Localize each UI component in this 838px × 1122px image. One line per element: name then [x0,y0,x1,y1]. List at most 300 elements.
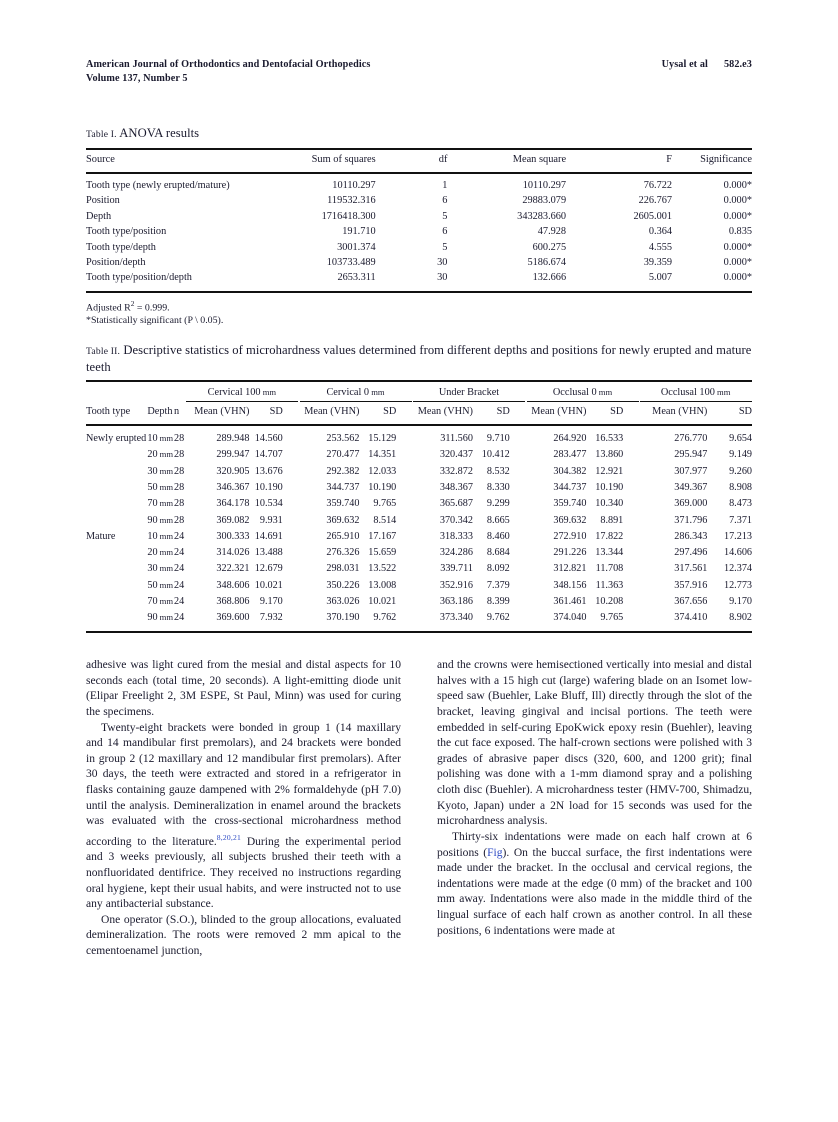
cell-df: 6 [442,226,448,238]
cell-n: 24 [174,563,185,575]
cell-mean-1: 322.321 [216,563,250,575]
cell-f: 2605.001 [633,210,673,222]
cell-mean-square: 343283.660 [517,210,567,222]
cell-mean-square: 10110.297 [522,180,567,192]
table-two-group-header-row [86,381,752,403]
cell-mean-5: 371.796 [674,514,708,526]
figure-link[interactable]: Fig [487,846,503,859]
cell-sd-2: 15.129 [368,433,397,445]
cell-sd-1: 10.534 [254,498,283,510]
cell-sd-5: 8.908 [729,482,752,494]
cell-mean-1: 289.948 [216,433,250,445]
spacer-tooth-type [86,381,147,403]
cell-sd-5: 8.902 [729,612,752,624]
cell-mean-4: 374.040 [553,612,587,624]
table-row [86,480,752,496]
cell-mean-3: 370.342 [439,514,473,526]
group-header-1 [185,381,299,403]
cell-mean-3: 320.437 [439,449,473,461]
cell-sd-3: 10.412 [481,449,510,461]
cell-df: 30 [437,256,448,268]
paragraph-left-2-text-cont: During the experimental period and 3 weeks previously, all subjects brushed their teeth with a nonfluoridated dentifrice. They received no instructions regarding oral hygiene, kept their usual habits, and were instructed not to use any antibacterial substance. [86,835,401,911]
cell-sd-3: 7.379 [486,579,510,591]
sub-header-10: Mean (VHN) [531,406,587,418]
table-one-block [86,126,752,327]
cell-n: 28 [174,465,185,477]
cell-source: Tooth type/depth [86,241,156,253]
cell-sd-2: 8.514 [373,514,397,526]
cell-mean-5: 367.656 [674,596,708,607]
cell-mean-3: 363.186 [439,596,473,607]
cell-depth: 90 mm [147,514,174,526]
cell-sd-2: 15.659 [368,547,397,559]
group-header-unit: mm [260,387,277,397]
cell-sd-3: 8.532 [486,465,510,477]
paragraph-right-2 [437,830,752,939]
cell-mean-1: 369.082 [216,514,250,526]
cell-significance: 0.000* [723,241,752,253]
table-row [86,545,752,561]
cell-f: 0.364 [648,226,673,238]
cell-sum-of-squares: 119532.316 [327,195,376,207]
cell-sd-1: 9.931 [259,514,283,526]
cell-mean-1: 348.606 [216,579,250,591]
cell-sd-1: 9.170 [259,596,283,607]
cell-sd-2: 10.021 [368,596,397,607]
cell-df: 5 [442,241,448,253]
sub-header-4: Mean (VHN) [194,406,250,418]
table-one-caption [86,126,752,143]
cell-mean-2: 298.031 [326,563,360,575]
table-one-note-significance: *Statistically significant (P \ 0.05). [86,314,224,326]
cell-mean-2: 292.382 [326,465,360,477]
th-df: df [438,154,448,165]
cell-n: 28 [174,514,185,526]
cell-tooth-type [86,496,147,512]
journal-volume: Volume 137, Number 5 [86,72,188,84]
cell-sd-4: 16.533 [595,433,624,445]
cell-mean-4: 361.461 [553,596,587,607]
cell-source: Tooth type/position [86,226,167,238]
cell-tooth-type [86,512,147,528]
cell-mean-square: 47.928 [537,226,567,238]
cell-depth-unit: mm [157,547,174,558]
table-two-title: Descriptive statistics of microhardness values determined from different depths and positions for newly erupted and mature teeth [86,343,752,374]
table-row [86,271,752,292]
sub-header-9: SD [496,406,510,418]
th-mean-square: Mean square [512,154,567,165]
cell-mean-3: 318.333 [439,530,473,542]
sub-header-13: SD [738,406,752,418]
cell-source: Tooth type/position/depth [86,272,192,284]
table-row [86,577,752,593]
paragraph-right-2-text-cont: ). On the buccal surface, the first indentations were made under the bracket. In the occlusal and cervical regions, the indentations were made at the edge (0 mm) of the bracket and 100 mm away. Indentations were also made in the middle third of the lingual surface of each half crown as another control. In all these positions, 6 indentations were made at [437,846,752,937]
cell-sd-2: 9.762 [373,612,397,624]
group-header-label: Occlusal 0 mm [527,386,639,402]
table-two [86,380,752,633]
table-row [86,594,752,610]
cell-tooth-type: Newly erupted [86,433,147,445]
cell-df: 5 [442,210,448,222]
cell-mean-3: 365.687 [439,498,473,510]
cell-sd-5: 17.213 [723,530,752,542]
cell-sd-1: 14.560 [254,433,283,445]
cell-mean-5: 286.343 [674,530,708,542]
cell-sd-3: 8.092 [486,563,510,575]
cell-depth-unit: mm [157,530,174,541]
cell-tooth-type [86,610,147,632]
cell-significance: 0.000* [723,210,752,222]
group-header-label: Cervical 0 mm [300,386,412,402]
cell-mean-4: 344.737 [553,482,587,494]
cell-mean-1: 364.178 [216,498,250,510]
table-one-notes [86,293,752,327]
sub-header-7: SD [383,406,397,418]
cell-sd-5: 12.773 [723,579,752,591]
sub-header-6: Mean (VHN) [304,406,360,418]
cell-sd-5: 12.374 [723,563,752,575]
cell-mean-5: 374.410 [674,612,708,624]
cell-mean-2: 253.562 [326,433,360,445]
cell-sd-1: 13.676 [254,465,283,477]
cell-mean-5: 317.561 [674,563,708,575]
cell-mean-2: 369.632 [326,514,360,526]
cell-sd-2: 17.167 [368,530,397,542]
cell-sd-3: 9.762 [486,612,510,624]
table-two-block [86,343,752,633]
cell-depth-unit: mm [157,433,174,444]
cell-depth: 50 mm [147,482,174,494]
cell-significance: 0.000* [723,195,752,207]
cell-sd-1: 14.707 [254,449,283,461]
cell-depth: 70 mm [147,498,174,510]
cell-mean-4: 348.156 [553,579,587,591]
cell-sd-3: 8.399 [486,596,510,607]
cell-depth-unit: mm [157,612,174,623]
sub-header-5: SD [269,406,283,418]
cell-tooth-type [86,561,147,577]
cell-f: 4.555 [648,241,673,253]
cell-mean-2: 363.026 [326,596,360,607]
cell-tooth-type [86,447,147,463]
cell-mean-3: 352.916 [439,579,473,591]
cell-n: 24 [174,612,185,624]
th-source: Source [86,154,115,165]
cell-n: 28 [174,498,185,510]
cell-sd-5: 9.149 [729,449,752,461]
cell-sd-2: 10.190 [368,482,397,494]
group-header-label: Cervical 100 mm [186,386,298,402]
th-f: F [666,154,673,165]
paragraph-left-1: adhesive was light cured from the mesial and distal aspects for 10 seconds each (total time, 20 seconds). A light-emitting diode unit (Elipar Freelight 2, 3M ESPE, St Paul, Minn) was used for curing the specimens. [86,659,401,718]
cell-mean-2: 276.326 [326,547,360,559]
cell-depth: 20 mm [147,547,174,559]
cell-sd-5: 9.260 [729,465,752,477]
cell-mean-square: 600.275 [532,241,567,253]
group-header-label: Under Bracket [413,387,525,402]
cell-sd-3: 9.710 [486,433,510,445]
cell-mean-1: 320.905 [216,465,250,477]
cell-tooth-type [86,463,147,479]
cell-mean-3: 339.711 [440,563,473,575]
table-two-caption [86,343,752,375]
cell-sd-4: 12.921 [595,465,624,477]
cell-sd-4: 11.363 [595,579,624,591]
cell-mean-4: 283.477 [553,449,587,461]
authors-line: Uysal et al [661,59,708,70]
body-text [86,658,752,960]
running-head-meta [662,58,752,72]
cell-sd-3: 9.299 [486,498,510,510]
group-header-3 [412,381,526,403]
cell-sd-1: 10.190 [254,482,283,494]
cell-sd-4: 9.765 [600,612,624,624]
cell-sd-5: 8.473 [729,498,752,510]
sub-header-12: Mean (VHN) [652,406,708,418]
cell-mean-square: 132.666 [532,272,567,284]
cell-mean-3: 332.872 [439,465,473,477]
cell-sd-1: 7.932 [259,612,283,624]
cell-sd-4: 10.208 [595,596,624,607]
group-header-unit: mm [596,387,613,397]
cell-mean-4: 312.821 [553,563,587,575]
cell-sd-2: 9.765 [373,498,397,510]
cell-mean-5: 349.367 [674,482,708,494]
cell-sd-4: 8.891 [600,514,624,526]
cell-mean-2: 344.737 [326,482,360,494]
cell-sum-of-squares: 3001.374 [337,241,376,253]
cell-sd-4: 17.822 [595,530,624,542]
cell-sd-3: 8.330 [486,482,510,494]
table-row [86,225,752,240]
table-row [86,240,752,255]
table-row [86,209,752,224]
table-one-title: ANOVA results [119,126,200,140]
sub-header-11: SD [610,406,624,418]
table-two-label: Table II. [86,346,121,357]
table-one-header-row [86,149,752,174]
cell-df: 30 [437,272,448,284]
group-header-label: Occlusal 100 mm [640,386,752,402]
cell-sd-4: 10.190 [595,482,624,494]
body-column-left [86,658,401,960]
group-header-unit: mm [369,387,385,397]
table-one [86,148,752,293]
cell-tooth-type [86,545,147,561]
cell-source: Tooth type (newly erupted/mature) [86,180,230,192]
cell-depth: 90 mm [147,612,174,624]
body-column-right [437,658,752,960]
cell-sd-2: 14.351 [368,449,397,461]
cell-depth: 20 mm [147,449,174,461]
cell-tooth-type [86,480,147,496]
paragraph-right-1: and the crowns were hemisectioned vertically into mesial and distal halves with a 15 high cut (large) wafering blade on an Isomet low-speed saw (Buehler, Lake Bluff, Ill) directly through the slot of the bracket, leaving gingival and incisal portions. The teeth were embedded in self-curing EpoKwick epoxy resin (Buehler), leaving the cut face exposed. The half-crown sections were polished with 3 grades of abrasive paper discs (320, 600, and 1200 grit); final polishing was done with a 1-mm diamond spray and a polishing cloth disc (Buehler). A microhardness tester (HMV-700, Shimadzu, Kyoto, Japan) under a 2N load for 15 seconds was used for the microhardness analysis. [437,659,752,828]
cell-sd-1: 14.691 [254,530,283,542]
cell-mean-4: 359.740 [553,498,587,510]
cell-f: 76.722 [643,180,673,192]
page-number: 582.e3 [723,59,752,70]
cell-significance: 0.000* [723,272,752,284]
cell-mean-3: 311.560 [440,433,473,445]
cell-sum-of-squares: 10110.297 [332,180,376,192]
cell-significance: 0.835 [728,226,752,238]
cell-depth-unit: mm [157,579,174,590]
cell-mean-2: 370.190 [326,612,360,624]
table-row [86,561,752,577]
group-header-unit: mm [714,387,731,397]
cell-mean-5: 357.916 [674,579,708,591]
group-header-2 [299,381,413,403]
table-one-note-r2: Adjusted $R^2 = 0.999$. [86,298,170,314]
spacer-n [174,381,185,403]
cell-depth-unit: mm [157,514,174,525]
cell-sum-of-squares: 1716418.300 [321,210,376,222]
cell-n: 24 [174,579,185,591]
th-sum-of-squares: Sum of squares [311,154,376,165]
table-row [86,194,752,209]
sub-header-2: Depth [147,406,173,418]
cell-significance: 0.000* [723,180,752,192]
table-row [86,173,752,194]
cell-n: 28 [174,449,185,461]
cell-mean-2: 265.910 [326,530,360,542]
cell-mean-4: 264.920 [553,433,587,445]
table-two-sub-header-row [86,403,752,425]
cell-mean-1: 369.600 [216,612,250,624]
cell-sd-5: 9.654 [729,433,752,445]
citation-ref-8-20-21[interactable]: 8,20,21 [216,832,241,842]
cell-sd-4: 11.708 [595,563,624,575]
group-header-4 [526,381,640,403]
cell-n: 24 [174,547,185,559]
journal-name: American Journal of Orthodontics and Dentofacial Orthopedics [86,59,371,70]
cell-sd-4: 13.344 [595,547,624,559]
cell-n: 24 [174,530,185,542]
table-two-body [86,425,752,632]
cell-sd-1: 12.679 [254,563,283,575]
cell-tooth-type [86,577,147,593]
cell-mean-4: 291.226 [553,547,587,559]
cell-tooth-type [86,594,147,610]
cell-depth-unit: mm [157,449,174,460]
cell-depth: 50 mm [147,579,174,591]
cell-mean-2: 270.477 [326,449,360,461]
cell-mean-1: 299.947 [216,449,250,461]
sub-header-1: Tooth type [86,406,131,418]
cell-sum-of-squares: 103733.489 [326,256,376,268]
spacer-depth [147,381,174,403]
cell-sd-5: 7.371 [729,514,752,526]
cell-sd-2: 13.522 [368,563,397,575]
cell-df: 6 [442,195,448,207]
cell-mean-5: 369.000 [674,498,708,510]
table-one-body [86,173,752,292]
cell-mean-1: 300.333 [216,530,250,542]
cell-sd-4: 13.860 [595,449,624,461]
running-head [86,58,752,85]
cell-df: 1 [442,180,448,192]
table-row [86,610,752,632]
cell-mean-3: 324.286 [439,547,473,559]
cell-sum-of-squares: 191.710 [342,226,376,238]
table-row [86,447,752,463]
cell-f: 39.359 [643,256,673,268]
cell-mean-4: 272.910 [553,530,587,542]
cell-sd-3: 8.665 [486,514,510,526]
table-one-label: Table I. [86,129,117,140]
paragraph-left-2-text: Twenty-eight brackets were bonded in group 1 (14 maxillary and 14 mandibular first premolars), and 24 brackets were bonded in group 2 (12 maxillary and 12 mandibular first premolars). After 30 days, the teeth were extracted and stored in a refrigerator in flasks containing gauze dampened with 2% formaldehyde (pH 7.0) until the analysis. Demineralization in enamel around the brackets was evaluated with the cross-sectional microhardness method according to the literature. [86,721,401,848]
cell-mean-1: 368.806 [216,596,250,607]
cell-mean-square: 29883.079 [522,195,567,207]
sub-header-8: Mean (VHN) [417,406,473,418]
table-row [86,529,752,545]
th-significance: Significance [700,154,752,165]
cell-depth: 70 mm [147,596,174,607]
cell-mean-4: 369.632 [553,514,587,526]
cell-depth-unit: mm [157,465,174,476]
cell-depth-unit: mm [157,482,174,493]
cell-mean-1: 314.026 [216,547,250,559]
table-row [86,256,752,271]
cell-f: 226.767 [638,195,673,207]
cell-n: 28 [174,482,185,494]
table-row [86,463,752,479]
cell-depth-unit: mm [157,563,174,574]
paragraph-left-2 [86,721,401,913]
cell-mean-5: 295.947 [674,449,708,461]
cell-mean-4: 304.382 [553,465,587,477]
cell-sd-4: 10.340 [595,498,624,510]
cell-depth-unit: mm [157,596,174,606]
cell-sd-5: 14.606 [723,547,752,559]
table-row [86,512,752,528]
cell-mean-1: 346.367 [216,482,250,494]
cell-mean-2: 350.226 [326,579,360,591]
cell-source: Position/depth [86,256,146,268]
sub-header-3: n [174,406,180,418]
cell-mean-3: 348.367 [439,482,473,494]
cell-depth: 30 mm [147,563,174,575]
cell-depth-unit: mm [157,498,174,509]
cell-depth: 30 mm [147,465,174,477]
cell-depth: 10 mm [147,433,174,445]
cell-sd-3: 8.684 [486,547,510,559]
cell-mean-square: 5186.674 [527,256,567,268]
running-head-journal [86,58,370,85]
cell-mean-3: 373.340 [439,612,473,624]
group-header-5 [639,381,752,403]
cell-mean-2: 359.740 [326,498,360,510]
cell-sd-1: 13.488 [254,547,283,559]
cell-sd-2: 12.033 [368,465,397,477]
cell-tooth-type: Mature [86,530,116,542]
cell-source: Position [86,195,120,207]
cell-mean-5: 307.977 [674,465,708,477]
cell-n: 28 [174,433,185,445]
table-row [86,425,752,447]
cell-sd-2: 13.008 [368,579,397,591]
cell-source: Depth [86,210,112,222]
cell-sd-3: 8.460 [486,530,510,542]
cell-depth: 10 mm [147,530,174,542]
cell-sum-of-squares: 2653.311 [337,272,376,284]
cell-n: 24 [174,596,185,607]
paragraph-left-3: One operator (S.O.), blinded to the group allocations, evaluated demineralization. The roots were removed 2 mm apical to the cementoenamel junction, [86,913,401,958]
paragraph-right-2-text: Thirty-six indentations were made on each half crown at 6 positions ( [437,830,752,859]
cell-sd-1: 10.021 [254,579,283,591]
cell-mean-5: 297.496 [674,547,708,559]
cell-mean-5: 276.770 [674,433,708,445]
